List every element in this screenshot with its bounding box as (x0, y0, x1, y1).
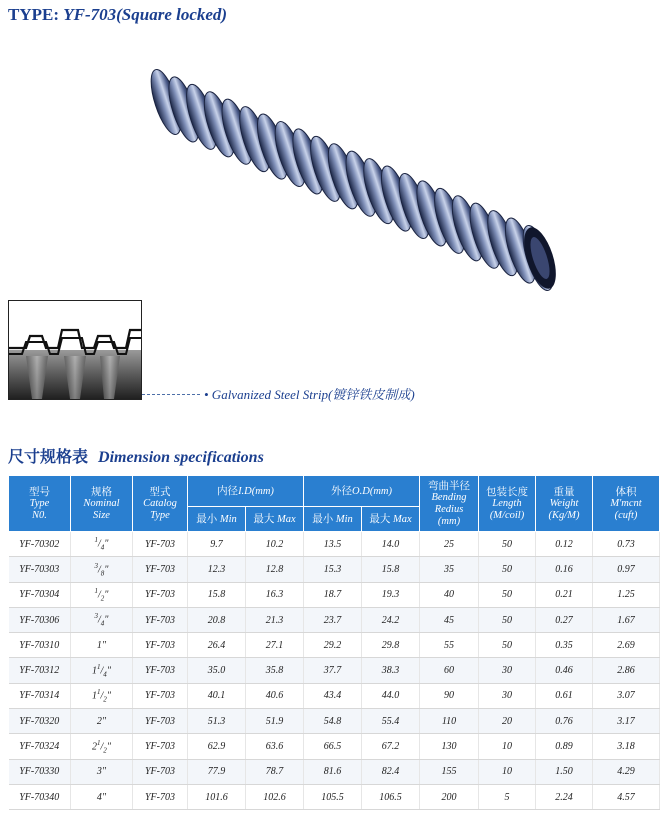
cell-id-min: 15.8 (188, 582, 246, 607)
cell-size: 4" (71, 784, 133, 809)
hose-rings (148, 66, 558, 293)
cell-bend: 90 (420, 683, 479, 708)
header-bending: 弯曲半径 Bending Redius (mm) (420, 476, 479, 532)
table-row (9, 709, 660, 734)
cell-od-max: 55.4 (362, 709, 420, 734)
type-value: YF-703(Square locked) (63, 5, 228, 24)
header-od-max: 最大 Max (362, 507, 420, 532)
cell-type: YF-70340 (9, 784, 71, 809)
cell-bend: 40 (420, 582, 479, 607)
cell-bend: 25 (420, 532, 479, 557)
cell-bend: 55 (420, 633, 479, 658)
cell-weight: 2.24 (536, 784, 593, 809)
cell-od-min: 81.6 (304, 759, 362, 784)
cell-weight: 0.12 (536, 532, 593, 557)
cell-weight: 0.61 (536, 683, 593, 708)
table-row (9, 607, 660, 632)
cell-size: $^3/_4$" (71, 607, 133, 632)
cell-od-max: 29.8 (362, 633, 420, 658)
cell-id-min: 9.7 (188, 532, 246, 557)
material-annotation (142, 378, 442, 408)
cell-id-max: 27.1 (246, 633, 304, 658)
cell-id-min: 35.0 (188, 658, 246, 683)
cell-bend: 110 (420, 709, 479, 734)
cell-volume: 1.25 (593, 582, 660, 607)
header-id-min: 最小 Min (188, 507, 246, 532)
cell-od-max: 15.8 (362, 557, 420, 582)
cell-id-max: 16.3 (246, 582, 304, 607)
cell-od-max: 44.0 (362, 683, 420, 708)
cell-bend: 155 (420, 759, 479, 784)
cell-weight: 0.35 (536, 633, 593, 658)
table-body (9, 532, 660, 810)
table-row (9, 784, 660, 809)
cell-id-min: 40.1 (188, 683, 246, 708)
cell-length: 50 (479, 607, 536, 632)
cell-id-min: 12.3 (188, 557, 246, 582)
cell-length: 50 (479, 557, 536, 582)
type-label: TYPE: (8, 5, 59, 24)
cell-size: $^1/_2$" (71, 582, 133, 607)
cell-id-max: 10.2 (246, 532, 304, 557)
header-type: 型号 Type N0. (9, 476, 71, 532)
cell-length: 30 (479, 658, 536, 683)
cell-type: YF-70324 (9, 734, 71, 759)
header-catalog: 型式 Catalog Type (133, 476, 188, 532)
cell-od-min: 37.7 (304, 658, 362, 683)
header-nominal: 规格 Nominal Size (71, 476, 133, 532)
cell-type: YF-70320 (9, 709, 71, 734)
cell-bend: 60 (420, 658, 479, 683)
cell-size: $^1/_4$" (71, 532, 133, 557)
cell-od-min: 105.5 (304, 784, 362, 809)
cell-size: $2^1/_2$" (71, 734, 133, 759)
cell-bend: 35 (420, 557, 479, 582)
table-row (9, 734, 660, 759)
cell-od-min: 29.2 (304, 633, 362, 658)
cell-weight: 0.16 (536, 557, 593, 582)
page-title (8, 5, 227, 25)
annotation-text: • Galvanized Steel Strip(镀锌铁皮制成) (204, 387, 415, 402)
cell-catalog: YF-703 (133, 532, 188, 557)
cell-od-max: 38.3 (362, 658, 420, 683)
cell-id-min: 77.9 (188, 759, 246, 784)
cell-catalog: YF-703 (133, 557, 188, 582)
cell-weight: 0.89 (536, 734, 593, 759)
table-row (9, 683, 660, 708)
cell-od-min: 54.8 (304, 709, 362, 734)
table-row (9, 582, 660, 607)
cell-od-max: 82.4 (362, 759, 420, 784)
cell-od-max: 67.2 (362, 734, 420, 759)
cell-weight: 0.21 (536, 582, 593, 607)
cell-volume: 1.67 (593, 607, 660, 632)
cell-size: $^3/_8$" (71, 557, 133, 582)
header-length: 包装长度 Length (M/coil) (479, 476, 536, 532)
cell-length: 10 (479, 759, 536, 784)
cell-od-min: 13.5 (304, 532, 362, 557)
cell-volume: 4.57 (593, 784, 660, 809)
cell-type: YF-70306 (9, 607, 71, 632)
cell-catalog: YF-703 (133, 784, 188, 809)
cell-size: $1^1/_4$" (71, 658, 133, 683)
annotation-leader-line (142, 394, 200, 395)
cell-volume: 2.86 (593, 658, 660, 683)
hose-image (148, 62, 558, 294)
header-id: 内径I.D(mm) (188, 476, 304, 507)
cell-size: 1" (71, 633, 133, 658)
cell-bend: 200 (420, 784, 479, 809)
cell-id-max: 63.6 (246, 734, 304, 759)
cell-catalog: YF-703 (133, 633, 188, 658)
cell-id-min: 101.6 (188, 784, 246, 809)
cell-type: YF-70303 (9, 557, 71, 582)
cell-id-min: 20.8 (188, 607, 246, 632)
cell-volume: 3.18 (593, 734, 660, 759)
cell-weight: 0.76 (536, 709, 593, 734)
cell-weight: 0.46 (536, 658, 593, 683)
cell-volume: 0.73 (593, 532, 660, 557)
cell-catalog: YF-703 (133, 709, 188, 734)
cell-od-max: 24.2 (362, 607, 420, 632)
cell-catalog: YF-703 (133, 607, 188, 632)
cell-id-max: 102.6 (246, 784, 304, 809)
cell-type: YF-70314 (9, 683, 71, 708)
table-row (9, 557, 660, 582)
cell-length: 20 (479, 709, 536, 734)
dimension-table (8, 475, 660, 810)
cell-size: 3" (71, 759, 133, 784)
cell-catalog: YF-703 (133, 759, 188, 784)
header-od-min: 最小 Min (304, 507, 362, 532)
cell-id-max: 51.9 (246, 709, 304, 734)
cell-id-min: 26.4 (188, 633, 246, 658)
cell-od-min: 66.5 (304, 734, 362, 759)
cell-od-min: 43.4 (304, 683, 362, 708)
cell-id-min: 51.3 (188, 709, 246, 734)
profile-diagram (8, 300, 142, 400)
header-id-max: 最大 Max (246, 507, 304, 532)
cell-length: 50 (479, 582, 536, 607)
cell-size: 2" (71, 709, 133, 734)
cell-size: $1^1/_2$" (71, 683, 133, 708)
table-row (9, 658, 660, 683)
cell-id-max: 40.6 (246, 683, 304, 708)
cell-type: YF-70302 (9, 532, 71, 557)
cell-volume: 3.17 (593, 709, 660, 734)
cell-type: YF-70330 (9, 759, 71, 784)
cell-od-max: 19.3 (362, 582, 420, 607)
cell-catalog: YF-703 (133, 582, 188, 607)
cell-length: 50 (479, 633, 536, 658)
table-row (9, 759, 660, 784)
cell-weight: 0.27 (536, 607, 593, 632)
cell-volume: 4.29 (593, 759, 660, 784)
spec-title-en: Dimension specifications (98, 449, 264, 466)
cell-od-min: 15.3 (304, 557, 362, 582)
spec-title-cn: 尺寸规格表 (8, 447, 89, 466)
cell-weight: 1.50 (536, 759, 593, 784)
cell-type: YF-70312 (9, 658, 71, 683)
cell-id-max: 12.8 (246, 557, 304, 582)
cell-od-min: 18.7 (304, 582, 362, 607)
header-weight: 重量 Weight (Kg/M) (536, 476, 593, 532)
cell-catalog: YF-703 (133, 734, 188, 759)
cell-id-max: 21.3 (246, 607, 304, 632)
table-row (9, 633, 660, 658)
cell-catalog: YF-703 (133, 683, 188, 708)
cell-length: 50 (479, 532, 536, 557)
cell-od-min: 23.7 (304, 607, 362, 632)
cell-bend: 45 (420, 607, 479, 632)
table-row (9, 532, 660, 557)
cell-catalog: YF-703 (133, 658, 188, 683)
cell-length: 10 (479, 734, 536, 759)
cell-od-max: 106.5 (362, 784, 420, 809)
cell-type: YF-70310 (9, 633, 71, 658)
header-volume: 体积 M'mcnt (cuft) (593, 476, 660, 532)
cell-od-max: 14.0 (362, 532, 420, 557)
cell-volume: 3.07 (593, 683, 660, 708)
cell-id-max: 35.8 (246, 658, 304, 683)
cell-length: 30 (479, 683, 536, 708)
cell-id-min: 62.9 (188, 734, 246, 759)
cell-volume: 0.97 (593, 557, 660, 582)
spec-title (8, 444, 264, 467)
cell-type: YF-70304 (9, 582, 71, 607)
cell-length: 5 (479, 784, 536, 809)
header-od: 外径O.D(mm) (304, 476, 420, 507)
cell-bend: 130 (420, 734, 479, 759)
cell-volume: 2.69 (593, 633, 660, 658)
cell-id-max: 78.7 (246, 759, 304, 784)
